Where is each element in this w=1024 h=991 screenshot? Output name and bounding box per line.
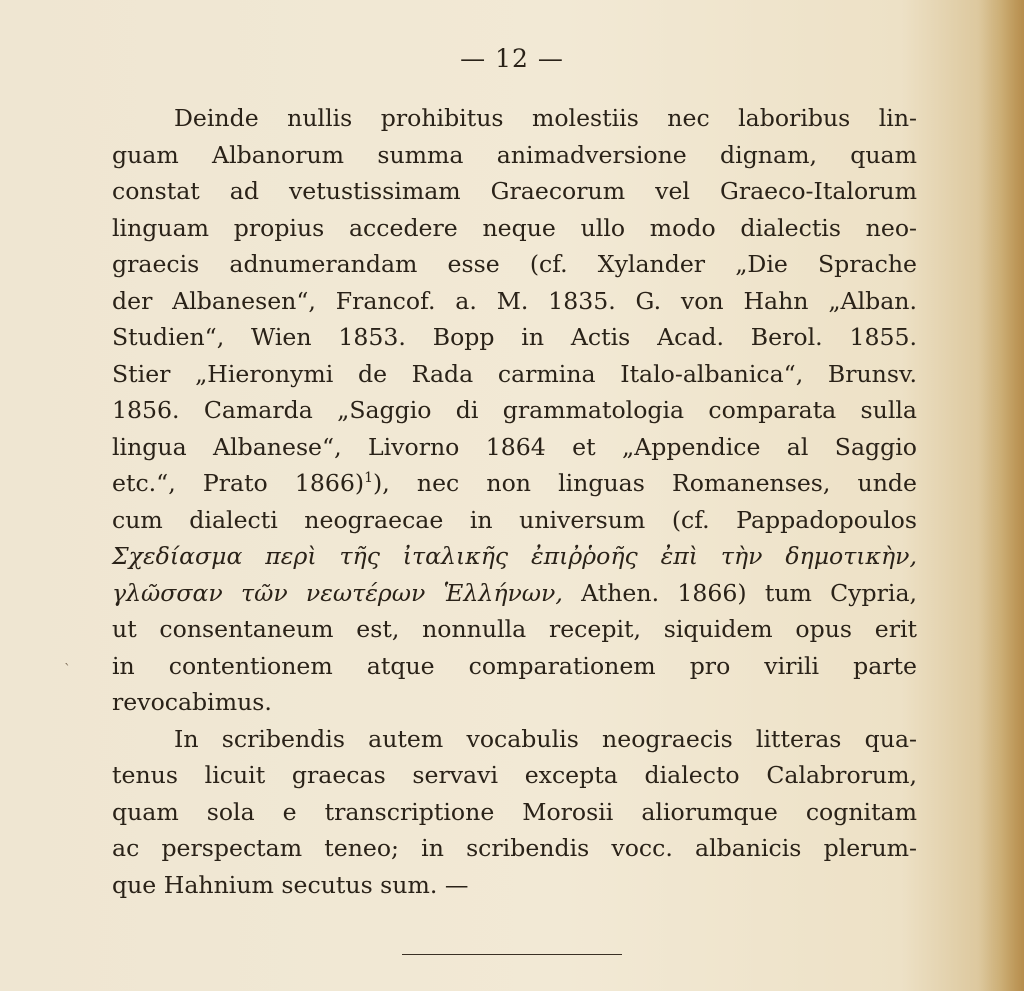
margin-mark: ` xyxy=(64,662,71,678)
text-segment: etc.“, Prato 1866) xyxy=(112,469,365,497)
text-segment: Athen. 1866) tum Cypria, xyxy=(562,578,918,607)
text-line: ut consentaneum est, nonnulla recepit, siquidem opus erit xyxy=(112,615,917,643)
text-line: quam sola e transcriptione Morosii aliorumque cognitam xyxy=(112,797,917,826)
text-line: Studien“, Wien 1853. Bopp in Actis Acad. Berol. 1855. xyxy=(112,323,917,351)
text-line: tenus licuit graecas servavi excepta dialecto Calabrorum, xyxy=(112,761,917,789)
text-line: guam Albanorum summa animadversione dignam, quam xyxy=(112,140,917,169)
page-number: — 12 — xyxy=(460,44,564,73)
text-line: der Albanesen“, Francof. a. M. 1835. G. von Hahn „Alban. xyxy=(112,286,917,315)
text-line: linguam propius accedere neque ullo modo dialectis neo- xyxy=(112,213,917,242)
greek-title-segment: γλῶσσαν τῶν νεωτέρων Ἑλλήνων, xyxy=(112,578,563,607)
text-line: in contentionem atque comparationem pro virili parte xyxy=(112,651,917,680)
text-line: cum dialecti neograecae in universum (cf. Pappadopoulos xyxy=(112,505,917,534)
text-line: revocabimus. xyxy=(112,688,272,716)
text-line: Deinde nullis prohibitus molestiis nec laboribus lin- xyxy=(174,104,917,132)
footnote-separator-rule xyxy=(402,954,622,955)
page-spine-shadow xyxy=(978,0,1024,991)
text-line: que Hahnium secutus sum. — xyxy=(112,870,469,899)
text-line: graecis adnumerandam esse (cf. Xylander „Die Sprache xyxy=(112,250,917,278)
text-line: In scribendis autem vocabulis neograecis litteras qua- xyxy=(174,724,917,753)
greek-title-line: Σχεδίασμα περὶ τῆς ἰταλικῆς ἐπιῤῥοῆς ἐπὶ τὴν δημοτικὴν, xyxy=(112,542,917,570)
text-segment: ), nec non linguas Romanenses, unde xyxy=(373,469,917,497)
text-line-greek-mixed xyxy=(112,575,917,612)
body-text xyxy=(112,100,917,903)
footnote-reference[interactable]: 1 xyxy=(364,470,374,486)
text-line: Stier „Hieronymi de Rada carmina Italo-albanica“, Brunsv. xyxy=(112,359,917,388)
text-line: constat ad vetustissimam Graecorum vel Graeco-Italorum xyxy=(112,177,917,205)
text-line: 1856. Camarda „Saggio di grammatologia comparata sulla xyxy=(112,396,917,424)
text-line: ac perspectam teneo; in scribendis vocc. albanicis plerum- xyxy=(112,834,917,862)
text-line: lingua Albanese“, Livorno 1864 et „Appendice al Saggio xyxy=(112,432,917,461)
text-line-with-footnote xyxy=(112,465,917,502)
